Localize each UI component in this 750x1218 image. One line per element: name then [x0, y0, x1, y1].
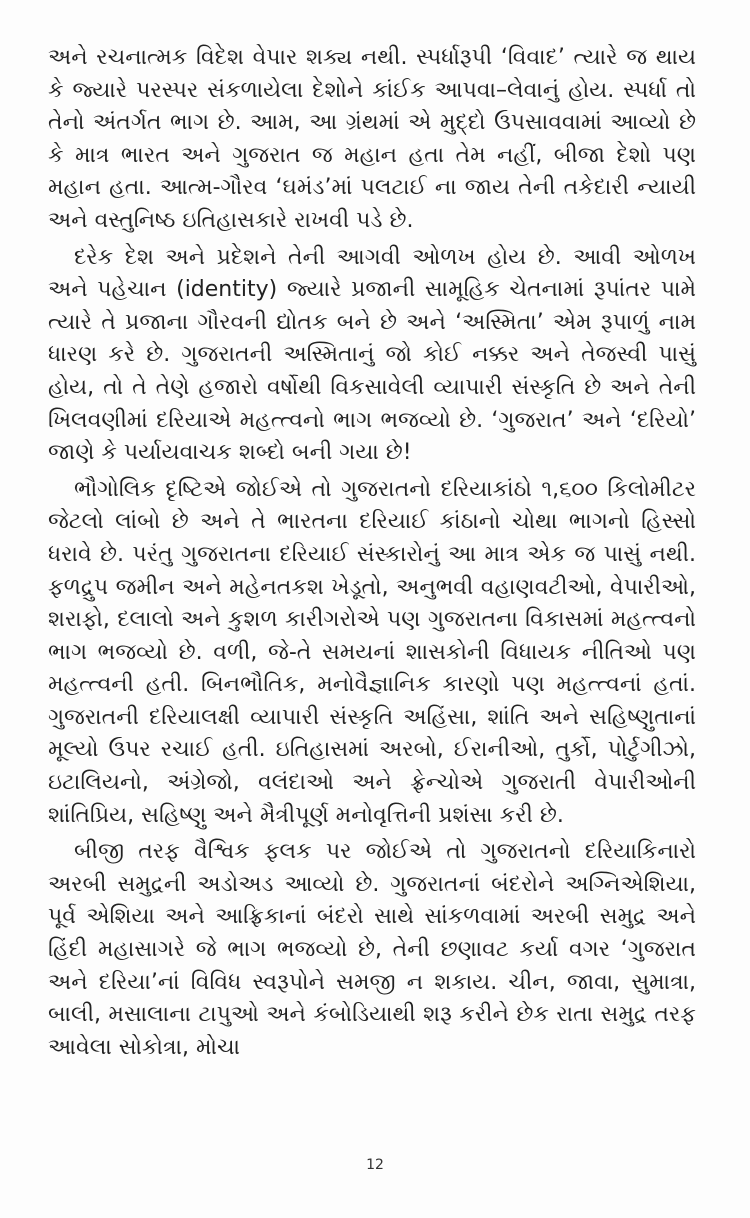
paragraph-3: ભૌગોલિક દૃષ્ટિએ જોઈએ તો ગુજરાતનો દરિયાકાંઠો ૧,૬૦૦ કિલોમીટર જેટલો લાંબો છે અને તે ભારતના દરિયાઈ કાંઠાનો ચોથા ભાગનો હિસ્સો ધરાવે છે. પરંતુ ગુજરાતના દરિયાઈ સંસ્કારોનું આ માત્ર એક જ પાસું નથી. ફળદ્રુપ જમીન અને મહેનતકશ ખેડૂતો, અનુભવી વહાણવટીઓ, વેપારીઓ, શરાફો, દલાલો અને કુશળ કારીગરોએ પણ ગુજરાતના વિકાસમાં મહત્ત્વનો ભાગ ભજવ્યો છે. વળી, જે-તે સમયનાં શાસકોની વિધાયક નીતિઓ પણ મહત્ત્વની હતી. બિનભૌતિક, મનોવૈજ્ઞાનિક કારણો પણ મહત્ત્વનાં હતાં. ગુજરાતની દરિયાલક્ષી વ્યાપારી સંસ્કૃતિ અહિંસા, શાંતિ અને સહિષ્ણુતાનાં મૂલ્યો ઉપર રચાઈ હતી. ઇતિહાસમાં અરબો, ઈરાનીઓ, તુર્કો, પોર્ટુગીઝો, ઇટાલિયનો, અંગ્રેજો, વલંદાઓ અને ફ્રેન્ચોએ ગુજરાતી વેપારીઓની શાંતિપ્રિય, સહિષ્ણુ અને મૈત્રીપૂર્ણ મનોવૃત્તિની પ્રશંસા કરી છે.	[48, 476, 696, 828]
paragraph-2: દરેક દેશ અને પ્રદેશને તેની આગવી ઓળખ હોય છે. આવી ઓળખ અને પહેચાન (identity) જ્યારે પ્રજાની સામૂહિક ચેતનામાં રૂપાંતર પામે ત્યારે તે પ્રજાના ગૌરવની દ્યોતક બને છે અને ‘અસ્મિતા’ એમ રૂપાળું નામ ધારણ કરે છે. ગુજરાતની અસ્મિતાનું જો કોઈ નક્કર અને તેજસ્વી પાસું હોય, તો તે તેણે હજારો વર્ષોથી વિકસાવેલી વ્યાપારી સંસ્કૃતિ છે અને તેની ખિલવણીમાં દરિયાએ મહત્ત્વનો ભાગ ભજવ્યો છે. ‘ગુજરાત’ અને ‘દરિયો’ જાણે કે પર્યાયવાચક શબ્દો બની ગયા છે!	[48, 244, 696, 466]
body-text	[48, 42, 696, 1068]
paragraph-1: અને રચનાત્મક વિદેશ વેપાર શક્ય નથી. સ્પર્ધારૂપી ‘વિવાદ’ ત્યારે જ થાય કે જ્યારે પરસ્પર સંકળાયેલા દેશોને કાંઈક આપવા–લેવાનું હોય. સ્પર્ધા તો તેનો અંતર્ગત ભાગ છે. આમ, આ ગ્રંથમાં એ મુદ્દો ઉપસાવવામાં આવ્યો છે કે માત્ર ભારત અને ગુજરાત જ મહાન હતા તેમ નહીં, બીજા દેશો પણ મહાન હતા. આત્મ-ગૌરવ ‘ઘમંડ’માં પલટાઈ ના જાય તેની તકેદારી ન્યાયી અને વસ્તુનિષ્ઠ ઇતિહાસકારે રાખવી પડે છે.	[48, 45, 696, 233]
paragraph-4: બીજી તરફ વૈશ્વિક ફલક પર જોઈએ તો ગુજરાતનો દરિયાકિનારો અરબી સમુદ્રની અડોઅડ આવ્યો છે. ગુજરાતનાં બંદરોને અગ્નિએશિયા, પૂર્વ એશિયા અને આફ્રિકાનાં બંદરો સાથે સાંકળવામાં અરબી સમુદ્ર અને હિંદી મહાસાગરે જે ભાગ ભજવ્યો છે, તેની છણાવટ કર્યા વગર ‘ગુજરાત અને દરિયા’નાં વિવિધ સ્વરૂપોને સમજી ન શકાય. ચીન, જાવા, સુમાત્રા, બાલી, મસાલાના ટાપુઓ અને કંબોડિયાથી શરૂ કરીને છેક રાતા સમુદ્ર તરફ આવેલા સોકોત્રા, મોચા	[48, 839, 696, 1060]
page-number: 12	[366, 1157, 384, 1173]
